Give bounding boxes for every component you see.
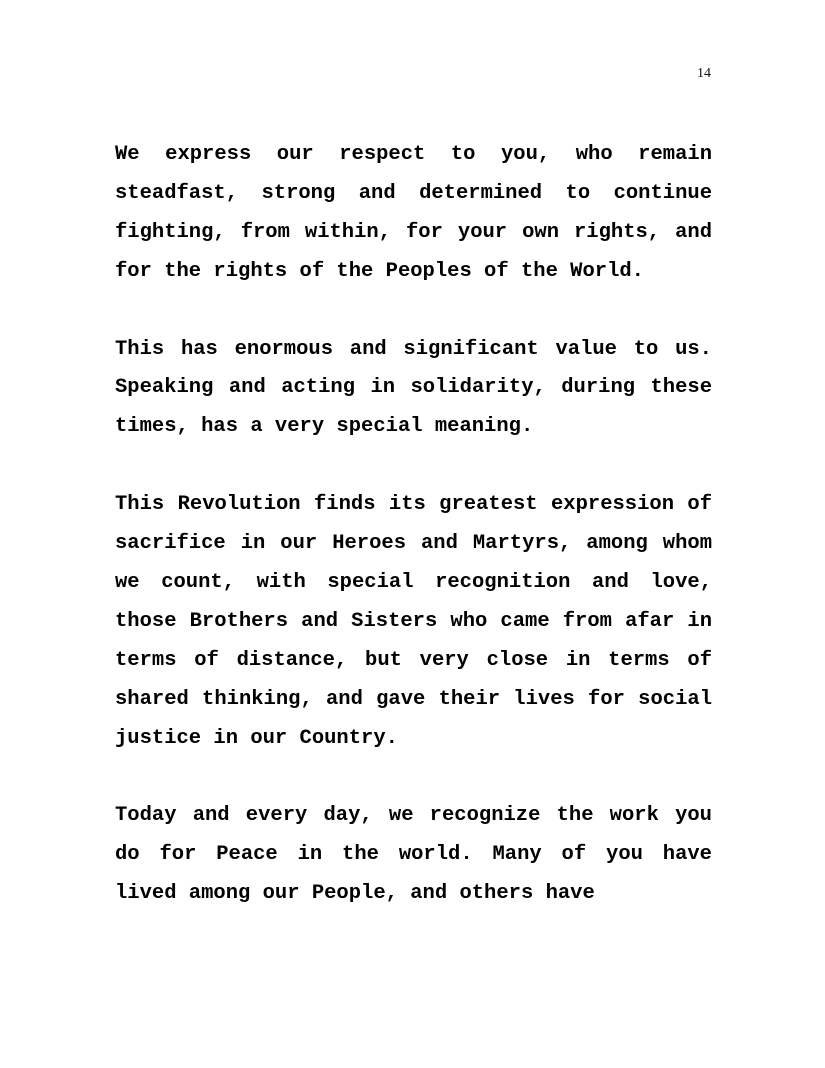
paragraph-revolution: This Revolution finds its greatest expression of sacrifice in our Heroes and Martyrs, among whom we count, with special recognition and love, those Brothers and Sisters who came from afar in terms of distance, but very close in terms of shared thinking, and gave their lives for social justice in our Country.: [115, 493, 712, 750]
document-body: [115, 136, 712, 914]
paragraph-respect: We express our respect to you, who remain steadfast, strong and determined to continue fighting, from within, for your own rights, and for the rights of the Peoples of the World.: [115, 143, 712, 283]
paragraph-solidarity: This has enormous and significant value to us. Speaking and acting in solidarity, during these times, has a very special meaning.: [115, 337, 712, 439]
page-number: 14: [697, 66, 711, 81]
paragraph-peace: Today and every day, we recognize the work you do for Peace in the world. Many of you have lived among our People, and others have: [115, 804, 712, 906]
